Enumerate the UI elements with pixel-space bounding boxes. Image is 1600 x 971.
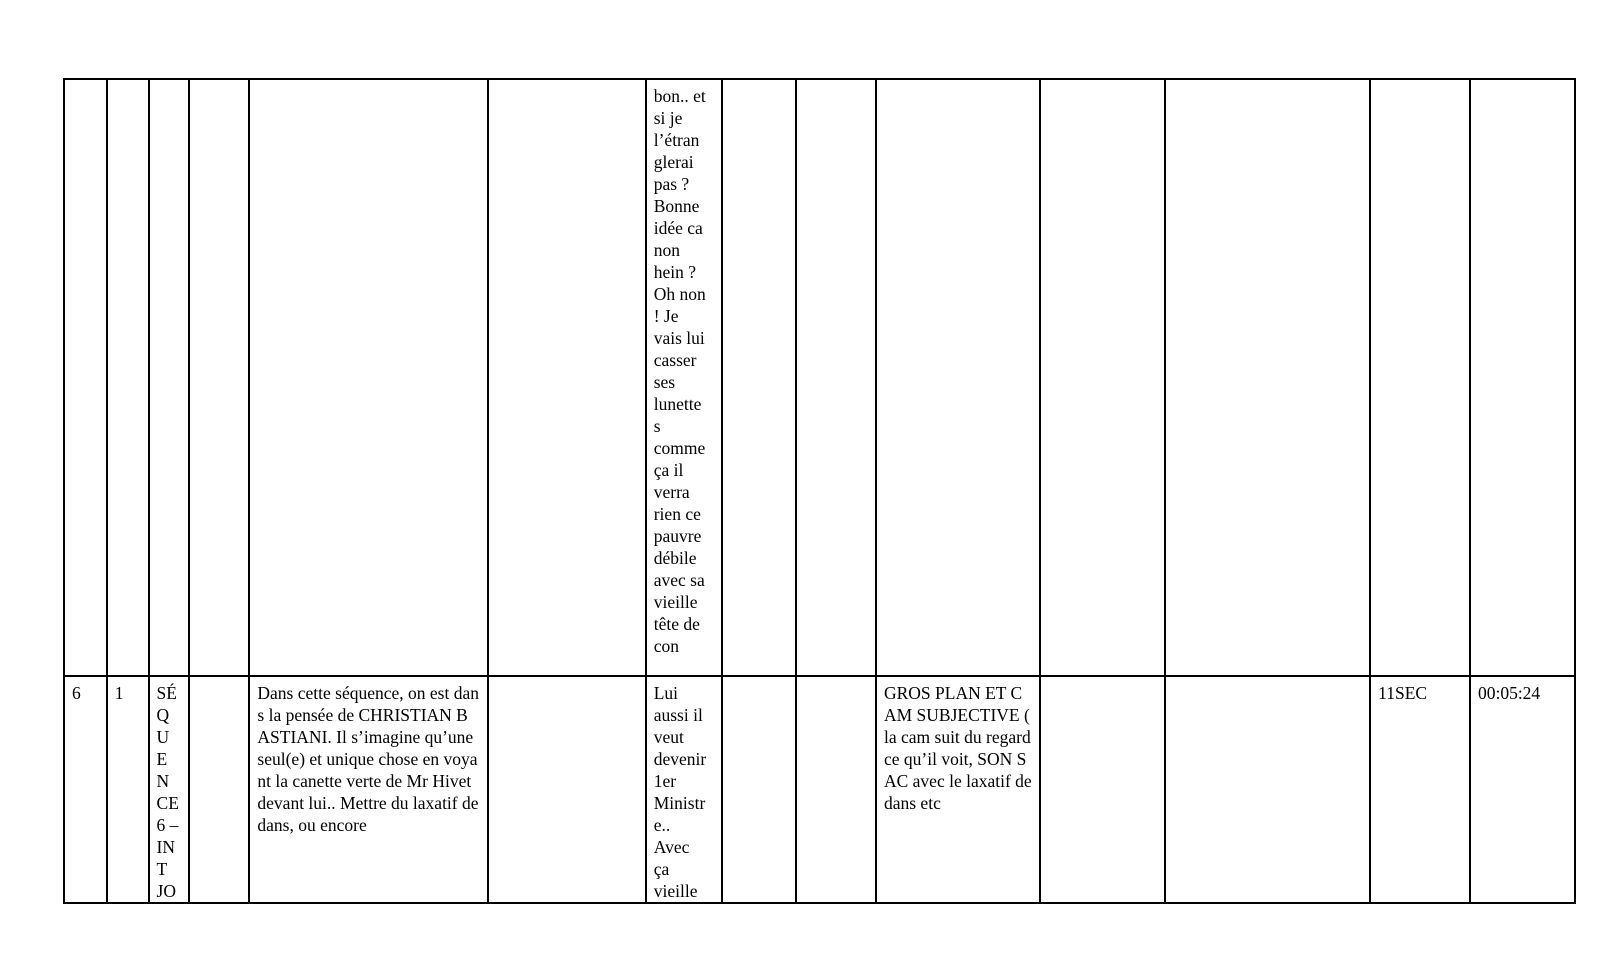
table-cell: [722, 676, 795, 903]
text-line: bon.. et: [653, 86, 706, 106]
text-line: veut: [653, 727, 684, 747]
table-row: [64, 79, 1575, 676]
text-line: vais lui: [653, 328, 705, 348]
table-cell-duration: [1370, 79, 1470, 676]
table-cell-description: [249, 79, 487, 676]
table-cell-camera: GROS PLAN ET CAM SUBJECTIVE ( la cam suit du regard ce qu’il voit, SON SAC avec le laxatif dedans etc: [876, 676, 1040, 903]
text-line: pas ?: [653, 174, 690, 194]
text-line: CE: [156, 793, 179, 813]
text-line: Avec: [653, 837, 690, 857]
text-line: 6 –: [156, 815, 179, 835]
text-line: JO: [156, 881, 176, 901]
text-line: lunette: [653, 394, 702, 414]
table-cell-timecode: 00:05:24: [1470, 676, 1575, 903]
text-line: comme: [653, 438, 706, 458]
text-line: T: [156, 859, 168, 879]
table-cell: [1165, 676, 1370, 903]
table-cell: [1040, 79, 1165, 676]
table-cell-shot-number: 1: [107, 676, 149, 903]
text-line: N: [156, 771, 170, 791]
text-line: Q: [156, 705, 170, 725]
text-line: vieille: [653, 881, 698, 901]
table-cell-scene-number: 6: [64, 676, 107, 903]
table-cell-shot-number: [107, 79, 149, 676]
text-line: Bonne: [653, 196, 700, 216]
table-cell-camera: [876, 79, 1040, 676]
text-line: casser: [653, 350, 697, 370]
table-cell: [1040, 676, 1165, 903]
text-line: s: [653, 416, 661, 436]
text-line: ! Je: [653, 306, 679, 326]
table-cell: [488, 79, 646, 676]
text-line: E: [156, 749, 168, 769]
script-table: [63, 78, 1576, 904]
text-line: tête de: [653, 614, 700, 634]
text-line: ça: [653, 859, 670, 879]
table-cell: [1165, 79, 1370, 676]
table-cell-dialogue: [646, 676, 722, 903]
text-line: si je: [653, 108, 683, 128]
text-line: e..: [653, 815, 671, 835]
text-line: idée ca: [653, 218, 703, 238]
table-cell-sequence: [149, 79, 190, 676]
text-line: devenir: [653, 749, 707, 769]
text-line: IN: [156, 837, 176, 857]
table-cell-dialogue: [646, 79, 722, 676]
table-cell: [189, 676, 249, 903]
text-line: U: [156, 727, 170, 747]
text-line: glerai: [653, 152, 694, 172]
text-line: Lui: [653, 683, 679, 703]
text-line: vieille: [653, 592, 698, 612]
table-row: [64, 676, 1575, 903]
table-cell-sequence: [149, 676, 190, 903]
text-line: pauvre: [653, 526, 702, 546]
text-line: rien ce: [653, 504, 701, 524]
table-cell-scene-number: [64, 79, 107, 676]
text-line: ça il: [653, 460, 684, 480]
table-cell: [796, 79, 876, 676]
text-line: Oh non: [653, 284, 706, 304]
text-line: 1er: [653, 771, 677, 791]
table-cell: [189, 79, 249, 676]
text-line: hein ?: [653, 262, 697, 282]
table-cell: [796, 676, 876, 903]
text-line: con: [653, 636, 680, 656]
text-line: non: [653, 240, 680, 260]
table-cell: [488, 676, 646, 903]
text-line: aussi il: [653, 705, 703, 725]
text-line: Ministr: [653, 793, 706, 813]
text-line: verra: [653, 482, 690, 502]
text-line: l’étran: [653, 130, 700, 150]
table-cell-duration: 11SEC: [1370, 676, 1470, 903]
text-line: ses: [653, 372, 676, 392]
table-cell: [722, 79, 795, 676]
text-line: avec sa: [653, 570, 705, 590]
text-line: SÉ: [156, 683, 177, 703]
text-line: débile: [653, 548, 697, 568]
table-cell-description: Dans cette séquence, on est dans la pensée de CHRISTIAN BASTIANI. Il s’imagine qu’une seul(e) et unique chose en voyant la canette verte de Mr Hivet devant lui.. Mettre du laxatif dedans, ou encore: [249, 676, 487, 903]
table-cell-timecode: [1470, 79, 1575, 676]
